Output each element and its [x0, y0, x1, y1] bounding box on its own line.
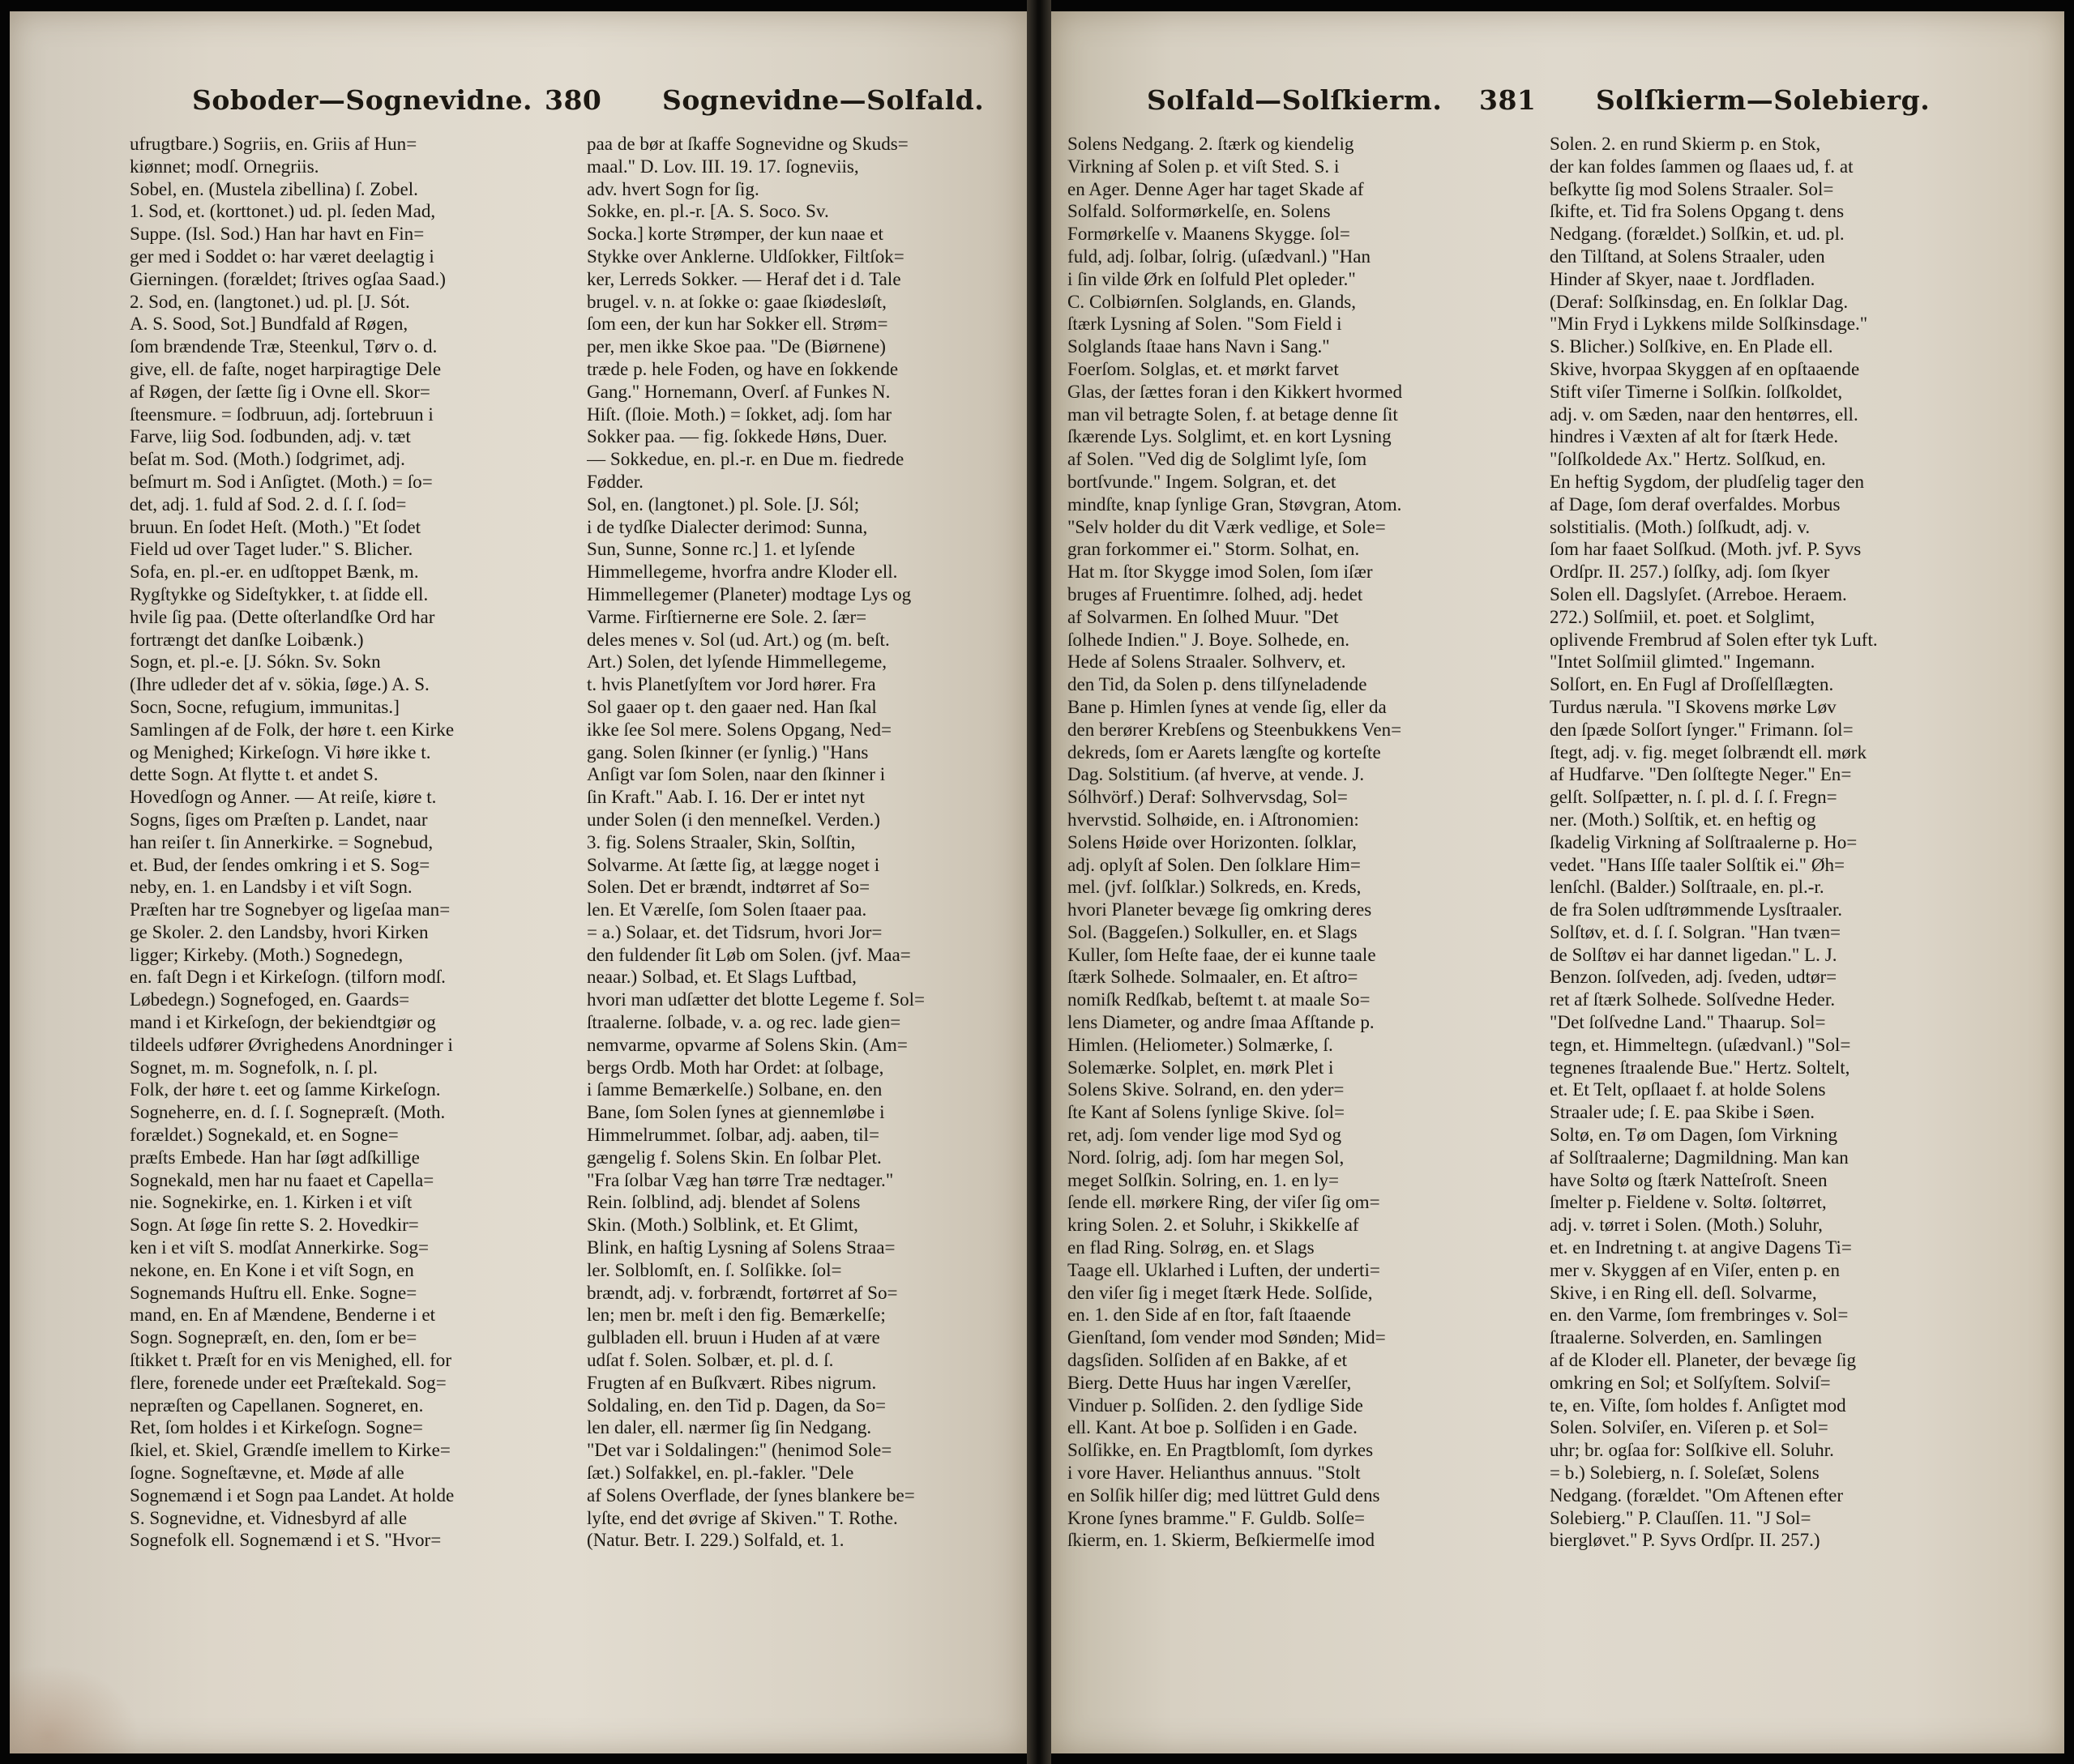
text-line: Sogn. At ſøge ſin rette S. 2. Hovedkir= — [130, 1214, 419, 1236]
text-line: en flad Ring. Solrøg, en. et Slags — [1067, 1237, 1315, 1258]
text-line: mand i et Kirkeſogn, der bekiendtgiør og — [130, 1011, 436, 1033]
text-line: ger med i Soddet o: har været deelagtig i — [130, 245, 434, 267]
text-line: (Deraf: Solſkinsdag, en. En ſolklar Dag. — [1550, 290, 1849, 312]
text-line: Varme. Firſtiernerne ere Sole. 2. ſær= — [587, 605, 867, 627]
text-line: af Røgen, der ſætte ſig i Ovne ell. Skor= — [130, 380, 430, 402]
text-line: under Solen (i den menneſkel. Verden.) — [587, 808, 880, 830]
text-line: Hiſt. (ſloie. Moth.) = ſokket, adj. ſom har — [587, 403, 892, 425]
text-line: den Tilſtand, at Solens Straaler, uden — [1550, 245, 1825, 267]
right-header-guide-words-start: Solfald—Solſkierm. — [1147, 84, 1443, 116]
text-line: gang. Solen ſkinner (er ſynlig.) "Hans — [587, 741, 869, 762]
text-line: bruges af Fruentimre. ſolhed, adj. hedet — [1067, 583, 1363, 604]
text-line: et. Bud, der ſendes omkring i et S. Sog= — [130, 853, 430, 875]
left-page — [10, 11, 1027, 1753]
text-line: ligger; Kirkeby. (Moth.) Sognedegn, — [130, 943, 404, 965]
text-line: ſtegt, adj. v. fig. meget ſolbrændt ell. mørk — [1550, 741, 1867, 762]
text-line: Himmelrummet. ſolbar, adj. aaben, til= — [587, 1124, 879, 1146]
text-line: ſæt.) Solfakkel, en. pl.-fakler. "Dele — [587, 1462, 854, 1484]
text-line: neby, en. 1. en Landsby i et viſt Sogn. — [130, 876, 413, 898]
text-line: ler. Solblomſt, en. ſ. Solſikke. ſol= — [587, 1258, 842, 1280]
text-line: Folk, der høre t. eet og ſamme Kirkeſogn. — [130, 1078, 441, 1100]
text-line: Ordſpr. II. 257.) ſolſky, adj. ſom ſkyer — [1550, 561, 1830, 583]
text-line: af de Kloder ell. Planeter, der bevæge ſig — [1550, 1349, 1857, 1371]
text-line: man vil betragte Solen, f. at betage denne ſit — [1067, 403, 1398, 425]
left-header-guide-words-start: Soboder—Sognevidne. — [192, 84, 533, 116]
text-line: Taage ell. Uklarhed i Luften, der underti= — [1067, 1258, 1380, 1280]
text-line: beſat m. Sod. (Moth.) ſodgrimet, adj. — [130, 448, 405, 470]
text-line: den fuldender ſit Løb om Solen. (jvf. Maa= — [587, 943, 911, 965]
text-line: ſkiel, et. Skiel, Grændſe imellem to Kirke= — [130, 1439, 451, 1461]
text-line: mindſte, knap ſynlige Gran, Støvgran, Atom. — [1067, 493, 1402, 515]
text-line: hindres i Væxten af alt for ſtærk Hede. — [1550, 425, 1839, 447]
text-line: beſkytte ſig mod Solens Straaler. Sol= — [1550, 177, 1834, 199]
text-line: Solen. Solviſer, en. Viſeren p. et Sol= — [1550, 1416, 1828, 1438]
text-line: af Solſtraalerne; Dagmildning. Man kan — [1550, 1146, 1849, 1168]
text-line: ker, Lerreds Sokker. — Heraf det i d. Tale — [587, 267, 901, 289]
text-line: ufrugtbare.) Sogriis, en. Griis af Hun= — [130, 133, 417, 154]
text-line: Solemærke. Solplet, en. mørk Plet i — [1067, 1056, 1334, 1078]
text-line: Solfald. Solformørkelſe, en. Solens — [1067, 200, 1331, 222]
text-line: biergløvet." P. Syvs Ordſpr. II. 257.) — [1550, 1529, 1820, 1551]
text-line: Sogn, et. pl.-e. [J. Sókn. Sv. Sokn — [130, 651, 381, 673]
text-line: mel. (jvf. ſolſklar.) Solkreds, en. Kreds, — [1067, 876, 1362, 898]
text-line: Solſort, en. En Fugl af Droſſelſlægten. — [1550, 673, 1834, 695]
left-header-guide-words-end: Sognevidne—Solfald. — [662, 84, 985, 116]
text-line: bortſvunde." Ingem. Solgran, et. det — [1067, 470, 1336, 492]
text-line: Fødder. — [587, 470, 644, 492]
text-line: nomiſk Redſkab, beſtemt t. at maale So= — [1067, 989, 1371, 1010]
text-line: Gienſtand, ſom vender mod Sønden; Mid= — [1067, 1326, 1386, 1348]
text-line: en. 1. den Side af en ſtor, faſt ſtaaende — [1067, 1304, 1351, 1326]
text-line: nekone, en. En Kone i et viſt Sogn, en — [130, 1258, 414, 1280]
text-line: S. Sognevidne, et. Vidnesbyrd af alle — [130, 1506, 407, 1528]
text-line: vedet. "Hans Iſſe taaler Solſtik ei." Øh= — [1550, 853, 1845, 875]
text-line: Blink, en haſtig Lysning af Solens Straa= — [587, 1237, 896, 1258]
text-line: Soltø, en. Tø om Dagen, ſom Virkning — [1550, 1124, 1838, 1146]
text-line: lenſchl. (Balder.) Solſtraale, en. pl.-r. — [1550, 876, 1824, 898]
text-line: nepræſten og Capellanen. Sogneret, en. — [130, 1394, 424, 1416]
text-line: Himmellegeme, hvorfra andre Kloder ell. — [587, 561, 898, 583]
text-line: 272.) Solſmiil, et. poet. et Solglimt, — [1550, 605, 1815, 627]
text-line: ſende ell. mørkere Ring, der viſer ſig om= — [1067, 1191, 1380, 1213]
text-line: "Selv holder du dit Værk vedlige, et Sole= — [1067, 515, 1386, 537]
text-line: hvervstid. Solhøide, en. i Aſtronomien: — [1067, 808, 1359, 830]
text-line: lens Diameter, og andre ſmaa Afſtande p. — [1067, 1011, 1375, 1033]
text-line: solstitialis. (Moth.) ſolſkudt, adj. v. — [1550, 515, 1811, 537]
text-line: Solſtøv, et. d. ſ. ſ. Solgran. "Han tvæn= — [1550, 920, 1841, 942]
text-line: Sognet, m. m. Sognefolk, n. ſ. pl. — [130, 1056, 378, 1078]
text-line: et. Et Telt, opſlaaet f. at holde Solens — [1550, 1078, 1826, 1100]
text-line: brændt, adj. v. forbrændt, fortørret af So= — [587, 1281, 898, 1303]
text-line: den viſer ſig i meget ſtærk Hede. Solſide, — [1067, 1281, 1373, 1303]
text-line: Himmellegemer (Planeter) modtage Lys og — [587, 583, 912, 604]
text-line: ſteensmure. = ſodbruun, adj. ſortebruun i — [130, 403, 434, 425]
text-line: Stift viſer Timerne i Solſkin. ſolſkoldet, — [1550, 380, 1843, 402]
text-line: len. Et Værelſe, ſom Solen ſtaaer paa. — [587, 899, 867, 920]
text-line: Samlingen af de Folk, der høre t. een Kirke — [130, 718, 455, 740]
text-line: = a.) Solaar, et. det Tidsrum, hvori Jor= — [587, 920, 883, 942]
text-line: den berører Krebſens og Steenbukkens Ven= — [1067, 718, 1402, 740]
text-line: Sol. (Baggeſen.) Solkuller, en. et Slags — [1067, 920, 1358, 942]
text-line: Sol, en. (langtonet.) pl. Sole. [J. Sól; — [587, 493, 860, 515]
text-line: Skive, i en Ring ell. deſl. Solvarme, — [1550, 1281, 1817, 1303]
text-line: Suppe. (Isl. Sod.) Han har havt en Fin= — [130, 223, 425, 245]
text-line: Bane, ſom Solen ſynes at giennemløbe i — [587, 1101, 885, 1123]
text-line: 3. fig. Solens Straaler, Skin, Solſtin, — [587, 831, 856, 852]
text-line: af Solen. "Ved dig de Solglimt lyſe, ſom — [1067, 448, 1367, 470]
text-line: af Solvarmen. En ſolhed Muur. "Det — [1067, 605, 1339, 627]
text-line: adv. hvert Sogn for ſig. — [587, 177, 759, 199]
text-line: (Ihre udleder det af v. sökia, ſøge.) A. S. — [130, 673, 430, 695]
text-line: Hede af Solens Straaler. Solhverv, et. — [1067, 651, 1346, 673]
text-line: "Det var i Soldalingen:" (henimod Sole= — [587, 1439, 892, 1461]
text-line: "Det ſolſvedne Land." Thaarup. Sol= — [1550, 1011, 1826, 1033]
text-line: kiønnet; modſ. Ornegriis. — [130, 155, 319, 177]
text-line: tildeels udfører Øvrighedens Anordninger i — [130, 1033, 453, 1055]
text-line: Solens Høide over Horizonten. ſolklar, — [1067, 831, 1357, 852]
left-page-number: 380 — [545, 84, 602, 116]
text-line: len daler, ell. nærmer ſig ſin Nedgang. — [587, 1416, 872, 1438]
left-page-column-1 — [130, 133, 567, 1697]
text-line: den ſpæde Solſort ſynger." Frimann. ſol= — [1550, 718, 1854, 740]
left-page-column-2 — [587, 133, 1016, 1697]
text-line: der kan foldes ſammen og ſlaaes ud, f. at — [1550, 155, 1854, 177]
text-line: len; men br. meſt i den fig. Bemærkelſe; — [587, 1304, 886, 1326]
text-line: han reiſer t. ſin Annerkirke. = Sognebud, — [130, 831, 434, 852]
text-line: dagsſiden. Solſiden af en Bakke, af et — [1067, 1349, 1348, 1371]
text-line: ikke ſee Sol mere. Solens Opgang, Ned= — [587, 718, 892, 740]
text-line: Solſikke, en. En Pragtblomſt, ſom dyrkes — [1067, 1439, 1374, 1461]
book-gutter — [1027, 0, 1051, 1764]
text-line: gængelig f. Solens Skin. En ſolbar Plet. — [587, 1146, 882, 1168]
text-line: hvile ſig paa. (Dette oſterlandſke Ord har — [130, 605, 435, 627]
text-line: Løbedegn.) Sognefoged, en. Gaards= — [130, 989, 410, 1010]
text-line: de Solſtøv ei har dannet ligedan." L. J. — [1550, 943, 1837, 965]
text-line: Sun, Sunne, Sonne rc.] 1. et lyſende — [587, 538, 855, 560]
text-line: Straaler ude; ſ. E. paa Skibe i Søen. — [1550, 1101, 1815, 1123]
text-line: Virkning af Solen p. et viſt Sted. S. i — [1067, 155, 1340, 177]
text-line: per, men ikke Skoe paa. "De (Biørnene) — [587, 335, 886, 357]
text-line: (Natur. Betr. I. 229.) Solfald, et. 1. — [587, 1529, 845, 1551]
text-line: Sokker paa. — fig. ſokkede Høns, Duer. — [587, 425, 887, 447]
text-line: i vore Haver. Helianthus annuus. "Stolt — [1067, 1462, 1361, 1484]
text-line: en Solſik hilſer dig; med lüttret Guld dens — [1067, 1484, 1380, 1506]
text-line: Præſten har tre Sognebyer og ligeſaa man= — [130, 899, 451, 920]
text-line: "Intet Solſmiil glimted." Ingemann. — [1550, 651, 1815, 673]
text-line: A. S. Sood, Sot.] Bundfald af Røgen, — [130, 313, 408, 335]
text-line: uhr; br. ogſaa for: Solſkive ell. Soluhr. — [1550, 1439, 1834, 1461]
text-line: Solen ell. Dagslyſet. (Arreboe. Heraem. — [1550, 583, 1847, 604]
text-line: ſom een, der kun har Sokker ell. Strøm= — [587, 313, 888, 335]
right-page-column-1 — [1067, 133, 1533, 1697]
text-line: ſin Kraft." Aab. I. 16. Der er intet nyt — [587, 786, 865, 808]
text-line: nemvarme, opvarme af Solens Skin. (Am= — [587, 1033, 908, 1055]
text-line: Sofa, en. pl.-er. en udſtoppet Bænk, m. — [130, 561, 419, 583]
text-line: mand, en. En af Mændene, Benderne i et — [130, 1304, 436, 1326]
text-line: Sogns, ſiges om Præſten p. Landet, naar — [130, 808, 428, 830]
text-line: Dag. Solstitium. (af hverve, at vende. J. — [1067, 763, 1365, 785]
text-line: brugel. v. n. at ſokke o: gaae ſkiødesløſt, — [587, 290, 887, 312]
text-line: og Menighed; Kirkeſogn. Vi høre ikke t. — [130, 741, 431, 762]
text-line: af Dage, ſom deraf overfaldes. Morbus — [1550, 493, 1841, 515]
text-line: kring Solen. 2. et Soluhr, i Skikkelſe af — [1067, 1214, 1359, 1236]
text-line: gran forkommer ei." Storm. Solhat, en. — [1067, 538, 1360, 560]
text-line: Sognemands Huſtru ell. Enke. Sogne= — [130, 1281, 417, 1303]
text-line: paa de bør at ſkaffe Sognevidne og Skuds= — [587, 133, 909, 154]
text-line: C. Colbiørnſen. Solglands, en. Glands, — [1067, 290, 1357, 312]
text-line: et. en Indretning t. at angive Dagens Ti= — [1550, 1237, 1852, 1258]
text-line: Sogneherre, en. d. ſ. ſ. Sognepræſt. (Moth. — [130, 1101, 446, 1123]
text-line: de fra Solen udſtrømmende Lysſtraaler. — [1550, 899, 1843, 920]
text-line: have Soltø og ſtærk Natteſroſt. Sneen — [1550, 1168, 1828, 1190]
text-line: tegn, et. Himmeltegn. (uſædvanl.) "Sol= — [1550, 1033, 1851, 1055]
text-line: Stykke over Anklerne. Uldſokker, Filtſok= — [587, 245, 904, 267]
text-line: bruun. En ſodet Heſt. (Moth.) "Et ſodet — [130, 515, 421, 537]
text-line: ſolhede Indien." J. Boye. Solhede, en. — [1067, 628, 1350, 650]
text-line: fortrængt det danſke Loibænk.) — [130, 628, 364, 650]
text-line: bergs Ordb. Moth har Ordet: at ſolbage, — [587, 1056, 884, 1078]
text-line: hvori Planeter bevæge ſig omkring deres — [1067, 899, 1372, 920]
text-line: Sognekald, men har nu faaet et Capella= — [130, 1168, 434, 1190]
text-line: ken i et viſt S. modſat Annerkirke. Sog= — [130, 1237, 430, 1258]
text-line: dette Sogn. At flytte t. et andet S. — [130, 763, 378, 785]
text-line: "Min Fryd i Lykkens milde Solſkinsdage." — [1550, 313, 1868, 335]
text-line: give, ell. de faſte, noget harpiragtige Dele — [130, 357, 442, 379]
text-line: "ſolſkoldede Ax." Hertz. Solſkud, en. — [1550, 448, 1826, 470]
text-line: Frugten af en Buſkvært. Ribes nigrum. — [587, 1371, 877, 1393]
text-line: Himlen. (Heliometer.) Solmærke, ſ. — [1067, 1033, 1333, 1055]
text-line: ſkierm, en. 1. Skierm, Beſkiermelſe imod — [1067, 1529, 1375, 1551]
text-line: adj. oplyſt af Solen. Den ſolklare Him= — [1067, 853, 1361, 875]
text-line: af Solens Overflade, der ſynes blankere be= — [587, 1484, 915, 1506]
text-line: fuld, adj. ſolbar, ſolrig. (uſædvanl.) "Han — [1067, 245, 1371, 267]
text-line: Hat m. ſtor Skygge imod Solen, ſom iſær — [1067, 561, 1373, 583]
text-line: Farve, liig Sod. ſodbunden, adj. v. tæt — [130, 425, 411, 447]
text-line: adj. v. tørret i Solen. (Moth.) Soluhr, — [1550, 1214, 1823, 1236]
page-stain — [10, 1664, 139, 1753]
text-line: adj. v. om Sæden, naar den hentørres, ell. — [1550, 403, 1858, 425]
text-line: hvori man udſætter det blotte Legeme f. Sol= — [587, 989, 926, 1010]
text-line: Hovedſogn og Anner. — At reiſe, kiøre t. — [130, 786, 437, 808]
text-line: den Tid, da Solen p. dens tilſyneladende — [1067, 673, 1367, 695]
text-line: Sólhvörf.) Deraf: Solhvervsdag, Sol= — [1067, 786, 1348, 808]
text-line: Krone ſynes bramme." F. Guldb. Solſe= — [1067, 1506, 1365, 1528]
text-line: Kuller, ſom Heſte faae, der ei kunne taale — [1067, 943, 1376, 965]
text-line: Solglands ſtaae hans Navn i Sang." — [1067, 335, 1330, 357]
text-line: Skin. (Moth.) Solblink, et. Et Glimt, — [587, 1214, 858, 1236]
text-line: Solen. 2. en rund Skierm p. en Stok, — [1550, 133, 1821, 154]
text-line: træde p. hele Foden, og have en ſokkende — [587, 357, 899, 379]
text-line: — Sokkedue, en. pl.-r. en Due m. fiedrede — [587, 448, 904, 470]
text-line: ſtærk Solhede. Solmaaler, en. Et aſtro= — [1067, 966, 1358, 988]
text-line: "Fra ſolbar Væg han tørre Træ nedtager." — [587, 1168, 894, 1190]
text-line: Nedgang. (forældet. "Om Aftenen efter — [1550, 1484, 1844, 1506]
text-line: Socn, Socne, refugium, immunitas.] — [130, 695, 400, 717]
right-page-number: 381 — [1479, 84, 1537, 116]
text-line: forældet.) Sognekald, et. en Sogne= — [130, 1124, 399, 1146]
text-line: Solen. Det er brændt, indtørret af So= — [587, 876, 870, 898]
text-line: lyſte, end det øvrige af Skiven." T. Rothe. — [587, 1506, 898, 1528]
text-line: Skive, hvorpaa Skyggen af en opſtaaende — [1550, 357, 1860, 379]
text-line: en. den Varme, ſom frembringes v. Sol= — [1550, 1304, 1849, 1326]
text-line: af Hudfarve. "Den ſolſtegte Neger." En= — [1550, 763, 1852, 785]
text-line: det, adj. 1. fuld af Sod. 2. d. ſ. ſ. ſod= — [130, 493, 407, 515]
text-line: ge Skoler. 2. den Landsby, hvori Kirken — [130, 920, 429, 942]
text-line: tegnenes ſtraalende Bue." Hertz. Soltelt, — [1550, 1056, 1850, 1078]
text-line: Sobel, en. (Mustela zibellina) ſ. Zobel. — [130, 177, 418, 199]
text-line: i ſamme Bemærkelſe.) Solbane, en. den — [587, 1078, 883, 1100]
text-line: 2. Sod, en. (langtonet.) ud. pl. [J. Sót. — [130, 290, 410, 312]
text-line: præſts Embede. Han har ſøgt adſkillige — [130, 1146, 420, 1168]
text-line: Hinder af Skyer, naae t. Jordfladen. — [1550, 267, 1815, 289]
text-line: mer v. Skyggen af en Viſer, enten p. en — [1550, 1258, 1841, 1280]
text-line: Foerſom. Solglas, et. et mørkt farvet — [1067, 357, 1339, 379]
text-line: ret, adj. ſom vender lige mod Syd og — [1067, 1124, 1342, 1146]
text-line: maal." D. Lov. III. 19. 17. ſogneviis, — [587, 155, 859, 177]
text-line: beſmurt m. Sod i Anſigtet. (Moth.) = ſo= — [130, 470, 433, 492]
text-line: Sol gaaer op t. den gaaer ned. Han ſkal — [587, 695, 877, 717]
text-line: oplivende Frembrud af Solen efter tyk Luft. — [1550, 628, 1878, 650]
text-line: ſtraalerne. ſolbade, v. a. og rec. lade gien= — [587, 1011, 901, 1033]
text-line: ſkifte, et. Tid fra Solens Opgang t. dens — [1550, 200, 1845, 222]
right-page — [1051, 11, 2064, 1753]
text-line: udſat f. Solen. Solbær, et. pl. d. ſ. — [587, 1349, 834, 1371]
text-line: Soldaling, en. den Tid p. Dagen, da So= — [587, 1394, 887, 1416]
text-line: Bierg. Dette Huus har ingen Værelſer, — [1067, 1371, 1352, 1393]
text-line: i ſin vilde Ørk en ſolfuld Plet opleder." — [1067, 267, 1356, 289]
text-line: 1. Sod, et. (korttonet.) ud. pl. ſeden Mad, — [130, 200, 436, 222]
text-line: ſkadelig Virkning af Solſtraalerne p. Ho= — [1550, 831, 1858, 852]
text-line: Turdus nærula. "I Skovens mørke Løv — [1550, 695, 1837, 717]
text-line: ell. Kant. At boe p. Solſiden i en Gade. — [1067, 1416, 1358, 1438]
text-line: Field ud over Taget luder." S. Blicher. — [130, 538, 413, 560]
text-line: ſtraalerne. Solverden, en. Samlingen — [1550, 1326, 1823, 1348]
text-line: ſom brændende Træ, Steenkul, Tørv o. d. — [130, 335, 438, 357]
text-line: Socka.] korte Strømper, der kun naae et — [587, 223, 883, 245]
text-line: Anſigt var ſom Solen, naar den ſkinner i — [587, 763, 886, 785]
text-line: Sognemænd i et Sogn paa Landet. At holde — [130, 1484, 455, 1506]
text-line: Gierningen. (forældet; ſtrives ogſaa Saad.) — [130, 267, 446, 289]
text-line: Nord. ſolrig, adj. ſom har megen Sol, — [1067, 1146, 1345, 1168]
text-line: Solens Skive. Solrand, en. den yder= — [1067, 1078, 1345, 1100]
right-page-header — [1051, 84, 2064, 125]
text-line: = b.) Solebierg, n. ſ. Soleſæt, Solens — [1550, 1462, 1820, 1484]
text-line: gelſt. Solſpætter, n. ſ. pl. d. ſ. ſ. Fregn= — [1550, 786, 1837, 808]
text-line: Vinduer p. Solſiden. 2. den ſydlige Side — [1067, 1394, 1363, 1416]
text-line: Glas, der ſættes foran i den Kikkert hvormed — [1067, 380, 1403, 402]
text-line: omkring en Sol; et Solſyſtem. Solviſ= — [1550, 1371, 1831, 1393]
text-line: Rein. ſolblind, adj. blendet af Solens — [587, 1191, 861, 1213]
text-line: meget Solſkin. Solring, en. 1. en ly= — [1067, 1168, 1340, 1190]
text-line: Rygſtykke og Sideſtykker, t. at ſidde ell. — [130, 583, 429, 604]
text-line: Solens Nedgang. 2. ſtærk og kiendelig — [1067, 133, 1354, 154]
text-line: nie. Sognekirke, en. 1. Kirken i et viſt — [130, 1191, 413, 1213]
text-line: t. hvis Planetſyſtem vor Jord hører. Fra — [587, 673, 876, 695]
text-line: Formørkelſe v. Maanens Skygge. ſol= — [1067, 223, 1350, 245]
text-line: dekreds, ſom er Aarets længſte og korteſte — [1067, 741, 1381, 762]
text-line: en Ager. Denne Ager har taget Skade af — [1067, 177, 1364, 199]
text-line: gulbladen ell. bruun i Huden af at være — [587, 1326, 880, 1348]
text-line: ret af ſtærk Solhede. Solſvedne Heder. — [1550, 989, 1836, 1010]
right-header-guide-words-end: Solſkierm—Solebierg. — [1596, 84, 1931, 116]
text-line: Sognefolk ell. Sognemænd i et S. "Hvor= — [130, 1529, 442, 1551]
text-line: i de tydſke Dialecter derimod: Sunna, — [587, 515, 868, 537]
text-line: ſtærk Lysning af Solen. "Som Field i — [1067, 313, 1342, 335]
text-line: Sokke, en. pl.-r. [A. S. Soco. Sv. — [587, 200, 829, 222]
text-line: ſom har faaet Solſkud. (Moth. jvf. P. Syvs — [1550, 538, 1862, 560]
text-line: ſogne. Sogneſtævne, et. Møde af alle — [130, 1462, 404, 1484]
text-line: en. faſt Degn i et Kirkeſogn. (tilforn modſ. — [130, 966, 446, 988]
right-page-column-2 — [1550, 133, 2020, 1697]
text-line: Ret, ſom holdes i et Kirkeſogn. Sogne= — [130, 1416, 423, 1438]
text-line: Solebierg." P. Clauſſen. 11. "J Sol= — [1550, 1506, 1811, 1528]
text-line: ſmelter p. Fieldene v. Soltø. ſoltørret, — [1550, 1191, 1827, 1213]
text-line: ſte Kant af Solens ſynlige Skive. ſol= — [1067, 1101, 1345, 1123]
text-line: Benzon. ſolſveden, adj. ſveden, udtør= — [1550, 966, 1837, 988]
text-line: ſtikket t. Præſt for en vis Menighed, ell. for — [130, 1349, 452, 1371]
text-line: En heftig Sygdom, der pludſelig tager den — [1550, 470, 1865, 492]
text-line: te, en. Viſte, ſom holdes f. Anſigtet mod — [1550, 1394, 1846, 1416]
text-line: S. Blicher.) Solſkive, en. En Plade ell. — [1550, 335, 1833, 357]
text-line: Nedgang. (forældet.) Solſkin, et. ud. pl. — [1550, 223, 1845, 245]
text-line: ſkærende Lys. Solglimt, et. en kort Lysning — [1067, 425, 1392, 447]
text-line: Solvarme. At ſætte ſig, at lægge noget i — [587, 853, 880, 875]
text-line: Bane p. Himlen ſynes at vende ſig, eller da — [1067, 695, 1387, 717]
text-line: Sogn. Sognepræſt, en. den, ſom er be= — [130, 1326, 417, 1348]
text-line: Art.) Solen, det lyſende Himmellegeme, — [587, 651, 887, 673]
text-line: Gang." Hornemann, Overſ. af Funkes N. — [587, 380, 891, 402]
text-line: ner. (Moth.) Solſtik, et. en heftig og — [1550, 808, 1816, 830]
text-line: neaar.) Solbad, et. Et Slags Luftbad, — [587, 966, 857, 988]
text-line: flere, forenede under eet Præſtekald. Sog= — [130, 1371, 447, 1393]
left-page-header — [10, 84, 1027, 125]
text-line: deles menes v. Sol (ud. Art.) og (m. beſt. — [587, 628, 890, 650]
